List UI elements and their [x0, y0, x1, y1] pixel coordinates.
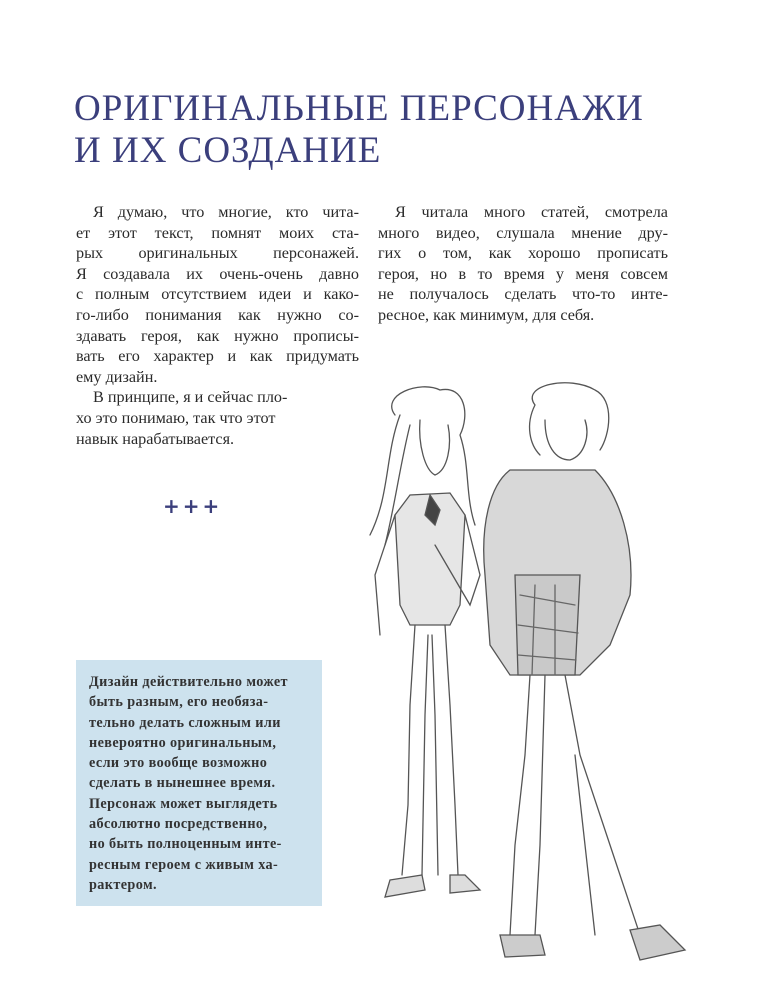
text-line: Я думаю, что многие, кто чита-	[93, 203, 359, 221]
text-line: много видео, слушала мнение дру-	[378, 223, 668, 242]
callout-line: ресным героем с живым ха-	[89, 856, 279, 873]
page-title	[74, 88, 644, 172]
section-separator: +++	[163, 494, 223, 518]
text-line: Я создавала их очень-очень давно	[76, 264, 359, 283]
text-line: ет этот текст, помнят моих ста-	[76, 223, 359, 242]
callout-line: Персонаж может выглядеть	[89, 795, 278, 812]
text-line: вать его характер и как придумать	[76, 347, 359, 366]
title-line: ОРИГИНАЛЬНЫЕ ПЕРСОНАЖИ	[74, 88, 644, 129]
right-column-text	[378, 202, 668, 326]
text-line: навык нарабатывается.	[76, 429, 235, 448]
callout-line: невероятно оригинальным,	[89, 734, 277, 751]
text-line: В принципе, я и сейчас пло-	[93, 388, 288, 407]
title-line: И ИХ СОЗДАНИЕ	[74, 130, 382, 171]
left-column-text	[76, 202, 359, 449]
callout-line: тельно делать сложным или	[89, 714, 281, 731]
character-sketch-illustration	[340, 375, 720, 975]
callout-line: но быть полноценным инте-	[89, 836, 282, 853]
text-line: рых оригинальных персонажей.	[76, 244, 359, 263]
callout-line: сделать в нынешнее время.	[89, 775, 276, 792]
hooded-character-sketch	[484, 383, 685, 960]
text-line: здавать героя, как нужно прописы-	[76, 326, 359, 345]
text-line: хо это понимаю, так что этот	[76, 408, 276, 427]
text-line: Я читала много статей, смотрела	[395, 203, 668, 221]
callout-line: быть разным, его необяза-	[89, 694, 269, 711]
callout-line: Дизайн действительно может	[89, 674, 288, 690]
callout-line: рактером.	[89, 876, 157, 893]
text-line: ему дизайн.	[76, 367, 158, 386]
text-line: гих о том, как хорошо прописать	[378, 244, 668, 263]
callout-line: если это вообще возможно	[89, 755, 268, 772]
text-line: с полным отсутствием идеи и како-	[76, 285, 359, 304]
text-line: не получалось сделать что-то инте-	[378, 285, 668, 304]
text-line: го-либо понимания как нужно со-	[76, 305, 359, 324]
callout-box	[76, 660, 322, 906]
callout-line: абсолютно посредственно,	[89, 816, 268, 833]
text-line: героя, но в то время у меня совсем	[378, 264, 668, 283]
long-haired-character-sketch	[370, 387, 480, 897]
text-line: ресное, как минимум, для себя.	[378, 305, 595, 324]
